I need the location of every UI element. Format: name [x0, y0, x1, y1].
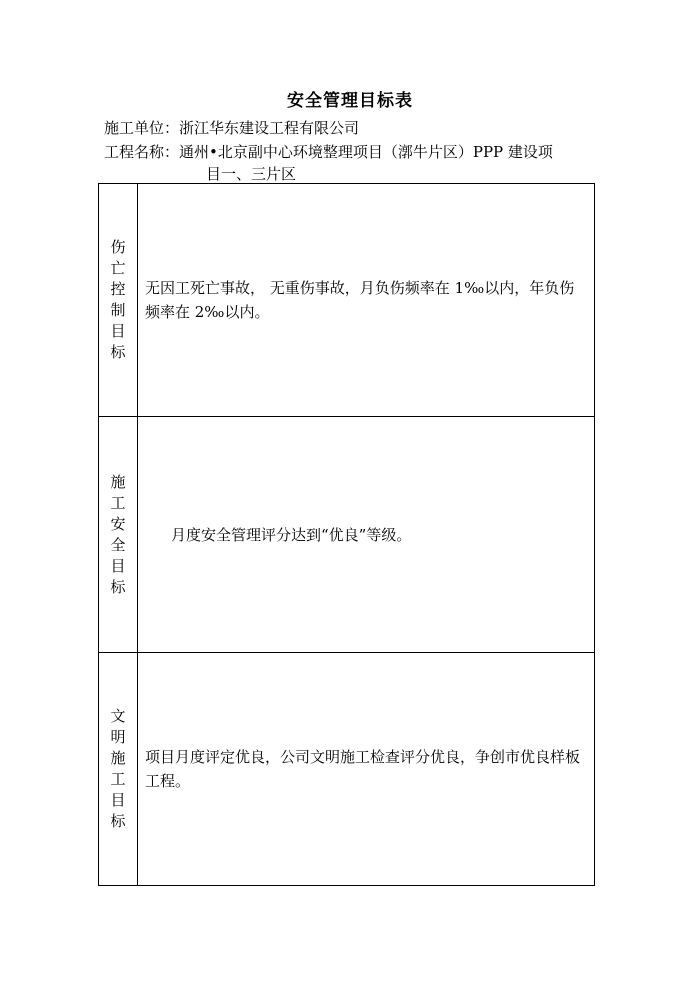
table-row [99, 417, 594, 653]
row-label-cell [99, 653, 138, 885]
table-row [99, 653, 594, 885]
casualty-control-target-label: 伤亡控制目标 [110, 238, 126, 361]
row-content-cell [137, 184, 594, 416]
civilized-construction-target-text: 项目月度评定优良，公司文明施工检查评分优良，争创市优良样板工程。 [145, 748, 581, 790]
row-label-cell [99, 417, 138, 652]
safety-target-table [98, 183, 595, 886]
row-label-cell [99, 184, 138, 416]
project-name-line2: 目一、三片区 [206, 165, 297, 183]
civilized-construction-target-label: 文明施工目标 [110, 707, 126, 830]
construction-safety-target-text: 月度安全管理评分达到“优良”等级。 [171, 525, 412, 544]
document-title: 安全管理目标表 [287, 91, 413, 111]
casualty-control-target-text: 无因工死亡事故， 无重伤事故，月负伤频率在 1‰以内，年负伤频率在 2‰以内。 [145, 279, 575, 321]
row-content-cell [137, 653, 594, 885]
row-content-cell [137, 417, 594, 652]
table-row [99, 184, 594, 417]
project-name-line1: 工程名称：通州•北京副中心环境整理项目（漷牛片区）PPP 建设项 [104, 143, 553, 161]
construction-unit: 施工单位：浙江华东建设工程有限公司 [104, 119, 360, 137]
construction-safety-target-label: 施工安全目标 [110, 472, 126, 596]
